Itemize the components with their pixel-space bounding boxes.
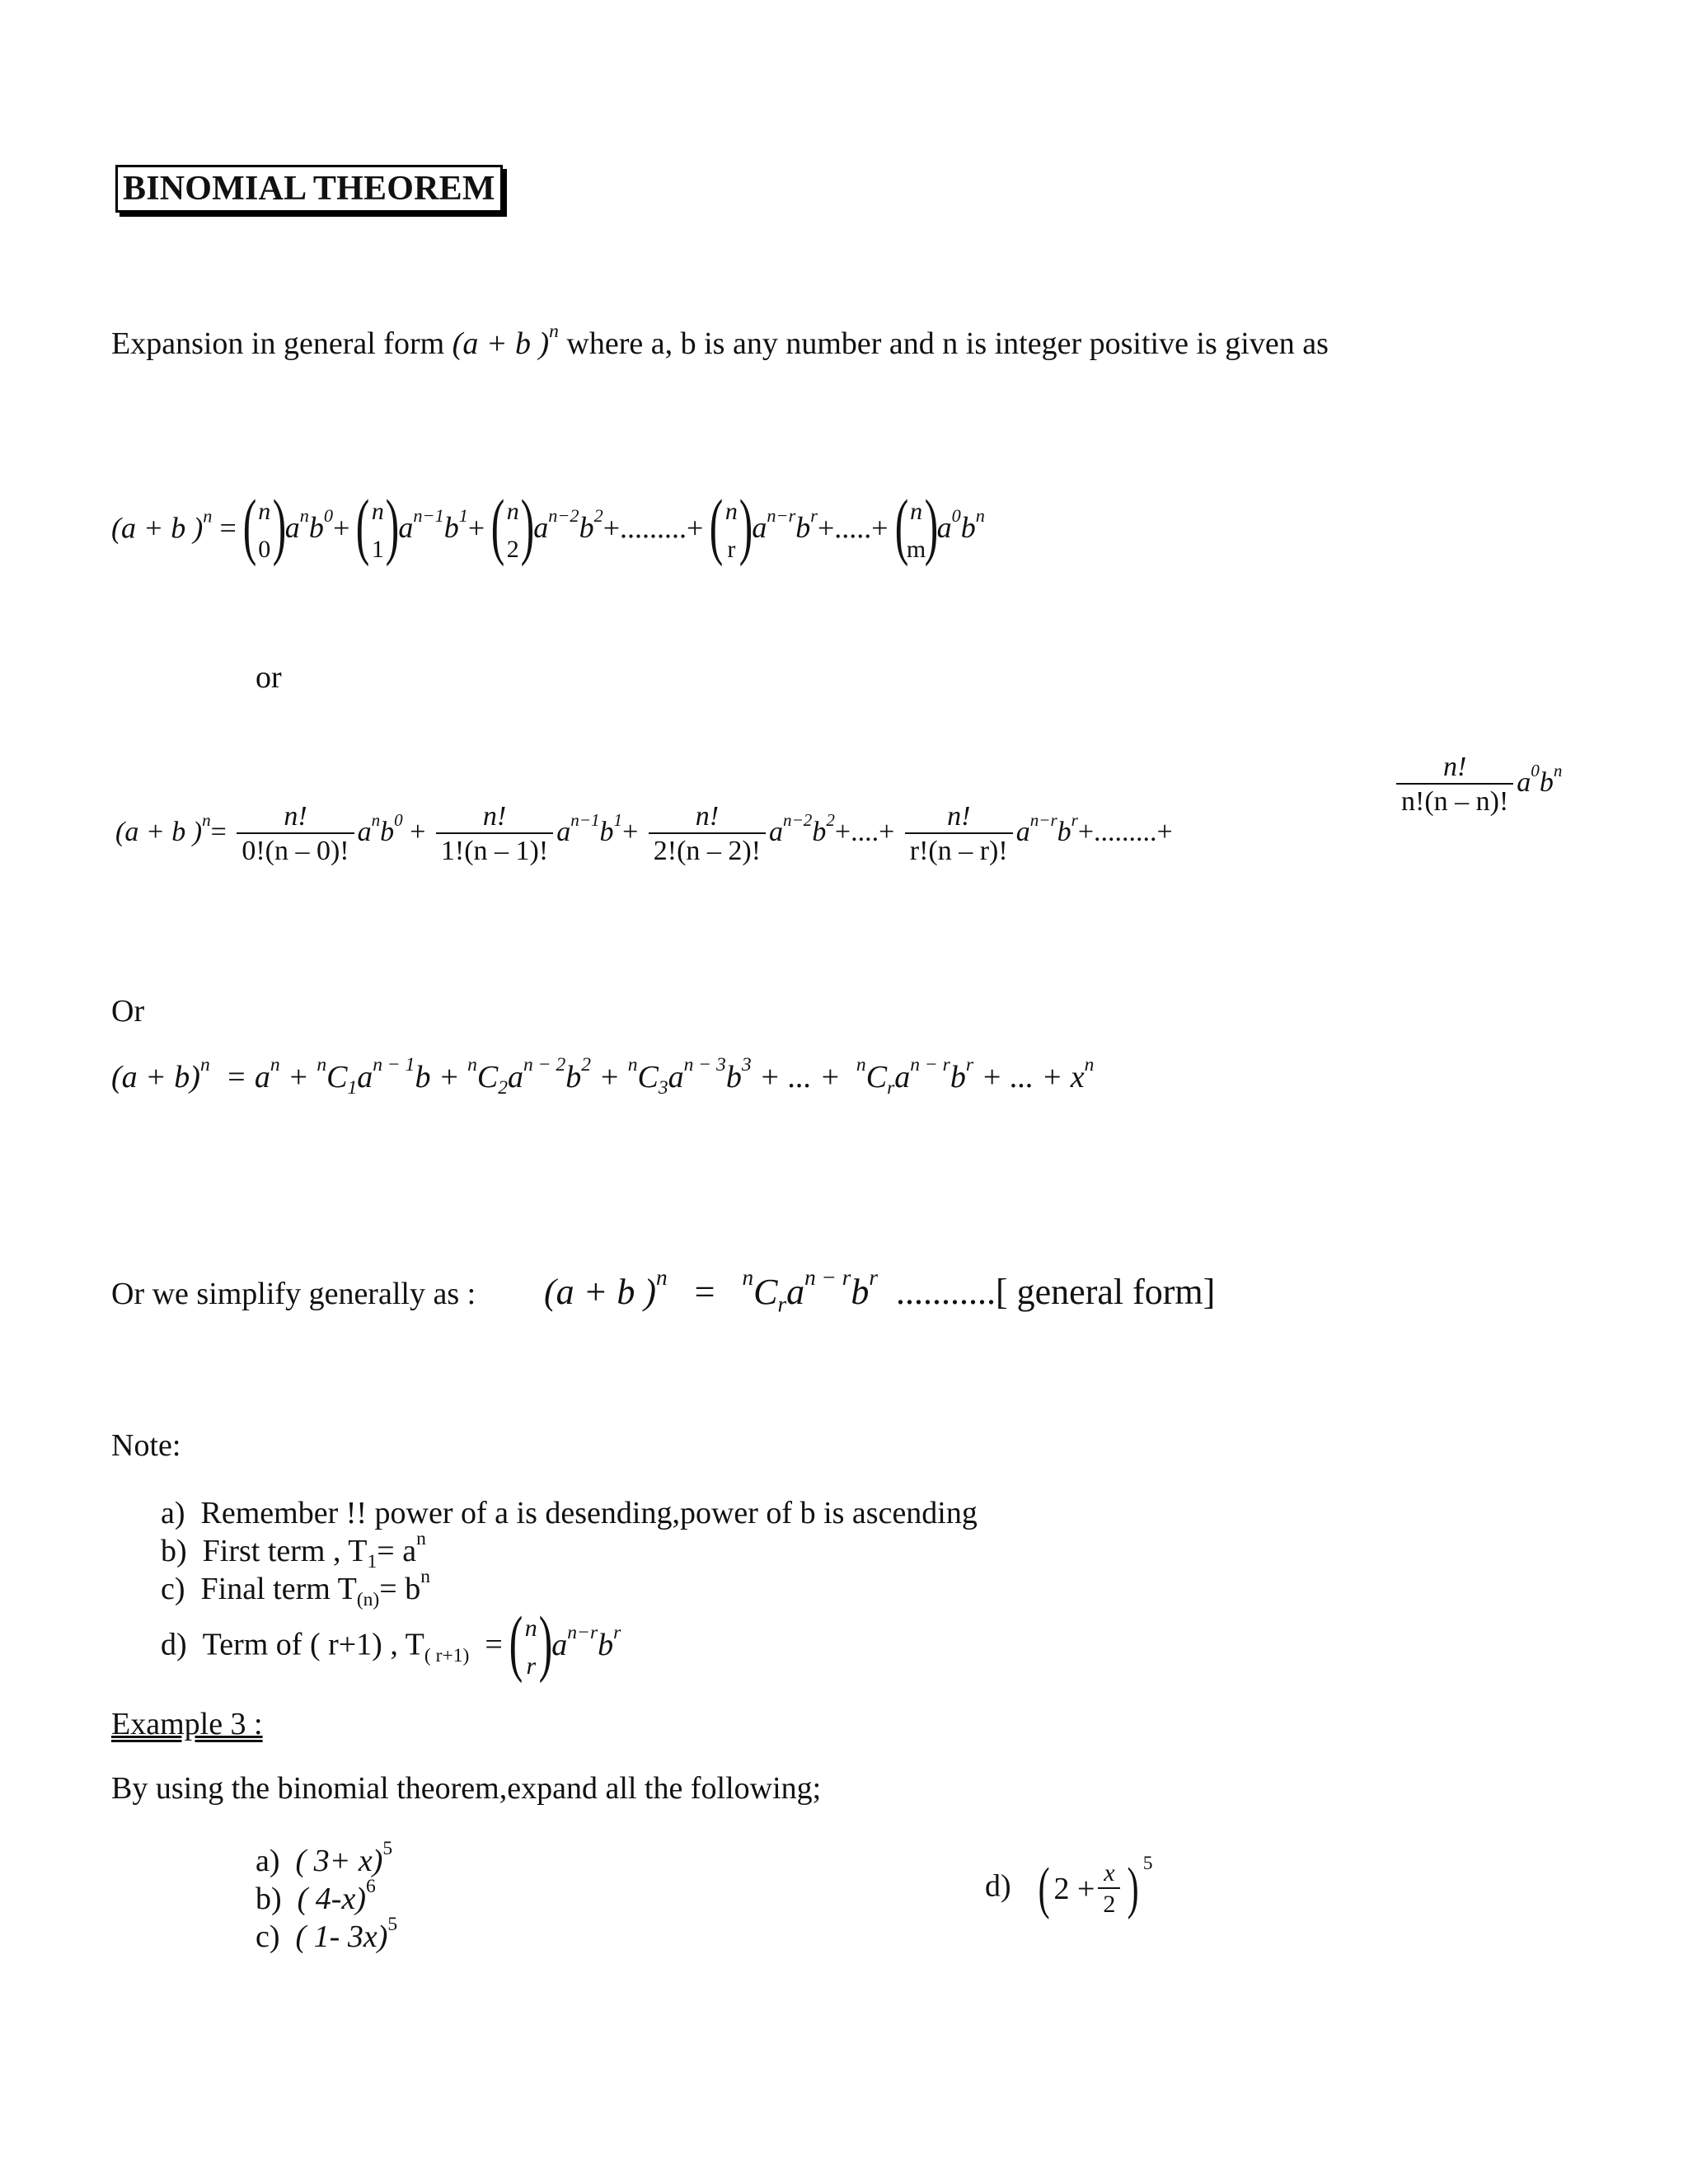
intro-suffix: where a, b is any number and n is integer positive is given as xyxy=(566,326,1329,361)
example-title: Example 3 : xyxy=(111,1707,263,1741)
form1-lhs: (a + b ) xyxy=(111,511,204,545)
simplify-equation: (a + b )$^n$ = $^nC_ra^{n - r}b^r$ ...........[ general form] xyxy=(544,1264,1216,1317)
form1-eq: = xyxy=(219,511,237,545)
note-item: c) Final term $T_{(n)}= b^n$ xyxy=(161,1565,430,1611)
intro-expr: (a + b ) xyxy=(452,326,550,361)
form1-dots-b: +.....+ xyxy=(817,511,889,545)
binom-coeff: ( n m ) xyxy=(894,485,938,567)
form1-lhs-exp: n xyxy=(203,505,213,527)
simplify-lhs-exp: n xyxy=(656,1264,668,1290)
binom-coeff: ( n 1 ) xyxy=(356,485,400,567)
form2-eq: = xyxy=(210,816,227,847)
binom-coeff: ( n r ) xyxy=(710,485,753,567)
form1-dots-a: +.........+ xyxy=(603,511,704,545)
expansion-factorial-form: (a + b )$^n$= $\frac{n!}{0!(n - 0)!}$ $a^nb^0$ + $\frac{n!}{1!(n - 1)!}$ $a^{n-1}b^1+$ $\frac{n!}{2!(n - 2)!}$ $a^{n-2}b^2+....+$ $\frac{n!}{r!(n - r)!}$ $a^{n-r}b^r+.........+$ xyxy=(115,801,1173,866)
simplify-label: Or we simplify generally as : xyxy=(111,1277,476,1311)
example-intro: By using the binomial theorem,expand all the following; xyxy=(111,1771,822,1806)
expansion-factorial-last-term: $\frac{n!}{n!(n - n)!}$ $a^0b^n$ xyxy=(1393,752,1562,818)
note-item: d) Term of ( r+1) , $T_{( r+1)}$ = ( n r ) $a^{n-r}b^r$ xyxy=(161,1602,621,1684)
or-label-2: Or xyxy=(111,994,145,1029)
note-item: b) First term , $T_1= a^n$ xyxy=(161,1527,426,1573)
form3-lhs-exp: n xyxy=(199,1053,210,1076)
or-label: or xyxy=(256,660,282,695)
example-item: a) ( 3+ x)$^5$ xyxy=(256,1837,393,1878)
factorial-fraction: $\frac{n!}{2!(n - 2)!}$ xyxy=(649,801,766,867)
example-item: d) ( 2 + $\frac{x}{2}$ ) $^5$ xyxy=(985,1852,1153,1920)
example-item: c) ( 1- 3x)$^5$ xyxy=(256,1913,398,1954)
expansion-ncr-form: $(a + b)^n = a^n + ^nC_1a^{n - 1}b + ^nC_2a^{n - 2}b^2 + ^nC_3a^{n - 3}b^3$ + ... + $^nC_ra^{n - r}b^r$ + ... + $x^n$ xyxy=(111,1053,1095,1099)
simplify-dots: ........... xyxy=(896,1272,996,1312)
expansion-binomial-form: (a + b )$^n$ = ( n 0 ) $a^nb^0+$ ( n 1 ) $a^{n-1}b^1+$ ( n 2 ) $a^{n-2}b^2+.........+$ ( n r ) $a^{n-r}b^r+.....+$ ( n m ) $a^0b^n$ xyxy=(111,485,985,567)
example-item: b) ( 4-x)$^6$ xyxy=(256,1875,376,1916)
binom-coeff: ( n 0 ) xyxy=(242,485,287,567)
form2-lhs: (a + b ) xyxy=(115,816,203,847)
factorial-fraction: $\frac{n!}{0!(n - 0)!}$ xyxy=(237,801,354,867)
intro-exp: n xyxy=(549,320,559,342)
binom-coeff: ( n r ) xyxy=(509,1602,553,1684)
form2-dots-b: +.........+ xyxy=(1077,816,1173,847)
form2-dots-a: +....+ xyxy=(834,816,895,847)
intro-prefix: Expansion in general form xyxy=(111,326,445,361)
factorial-fraction: $\frac{n!}{n!(n - n)!}$ xyxy=(1396,752,1513,818)
form2-lhs-exp: n xyxy=(202,809,211,830)
note-item: a) Remember !! power of a is desending,power of b is ascending xyxy=(161,1496,978,1530)
simplify-eq: = xyxy=(694,1272,715,1312)
factorial-fraction: $\frac{n!}{r!(n - r)!}$ xyxy=(905,801,1013,867)
simplify-lhs: (a + b ) xyxy=(544,1272,656,1312)
factorial-fraction: $\frac{n!}{1!(n - 1)!}$ xyxy=(436,801,553,867)
simplify-tag: [ general form] xyxy=(996,1272,1216,1312)
intro-line xyxy=(111,320,1329,362)
page-title: BINOMIAL THEOREM xyxy=(115,165,503,213)
binom-coeff: ( n 2 ) xyxy=(490,485,535,567)
form3-lhs: (a + b) xyxy=(111,1060,200,1094)
note-label: Note: xyxy=(111,1428,181,1463)
